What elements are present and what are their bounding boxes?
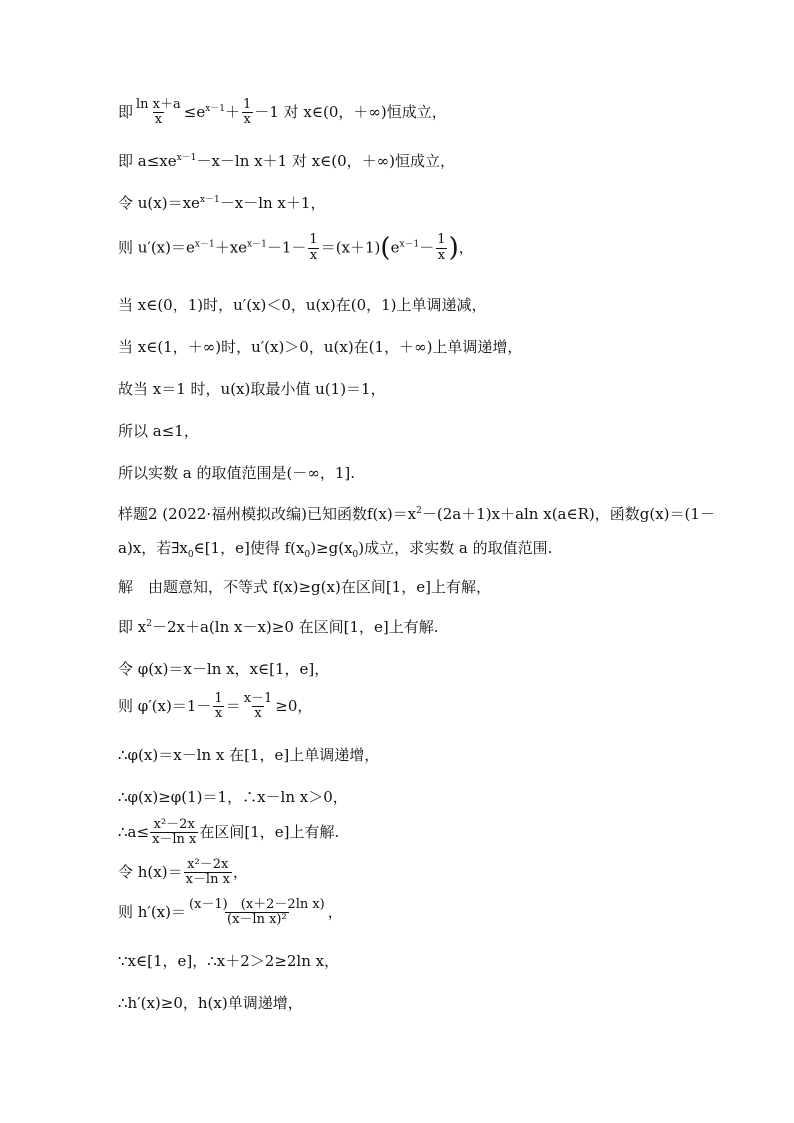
line-15: 则 φ′(x)＝1－ $\frac{1}{x}$ ＝ $\frac{x-1}{x}$ ≥0，	[118, 691, 313, 722]
line-22: ∴h′(x)≥0，h(x)单调递增，	[118, 994, 303, 1012]
fraction: $\frac{x-1}{x}$	[243, 691, 273, 722]
line-9: 所以实数 a 的取值范围是(－∞，1].	[118, 464, 355, 482]
line-10: 样题2 (2022·福州模拟改编)已知函数$f(x)=x^2-(2a+1)x+aln$ x(a∈R)，函数g(x)＝(1－	[118, 505, 715, 523]
line-5: 当 x∈(0，1)时，u′(x)＜0，u(x)在(0，1)上单调递减，	[118, 296, 487, 314]
fraction: $\frac{1}{x}$	[309, 232, 318, 263]
fraction: $\frac{1}{x}$	[214, 691, 223, 722]
line-6: 当 x∈(1，＋∞)时，u′(x)＞0，u(x)在(1，＋∞)上单调递增，	[118, 338, 523, 356]
line-4: 则 $u'(x)=e^{x-1}+xe^{x-1}-1-$ $\frac{1}{x}$ $=(x+1)(e^{x-1}-$ $\frac{1}{x}$ )，	[118, 232, 474, 263]
text: 即	[118, 102, 134, 121]
line-19: 令 h(x)＝ $\frac{\text{x²－2x}}{\text{x－ln x}}$ ，	[118, 857, 248, 888]
fraction: $\frac{\text{x²－2x}}{\text{x－ln x}}$	[185, 857, 230, 888]
line-11: a)x，若$\exists x_0\in[1$，e]使得 $f(x_0)\ge g(x_0)$成立，求实数 a 的取值范围.	[118, 539, 553, 560]
line-14: 令 φ(x)＝x－ln x，x∈[1，e]，	[118, 660, 330, 678]
line-1: 即 $\frac{\text{ln x＋a}}{x}$ $\le e^{x-1}+$ $\frac{1}{x}$ －1 对 x∈(0，＋∞)恒成立，	[118, 97, 447, 128]
fraction: $\frac{1}{x}$	[243, 97, 252, 128]
line-12: 解 由题意知，不等式 f(x)≥g(x)在区间[1，e]上有解，	[118, 578, 491, 596]
line-20: 则 h′(x)＝ $\frac{\text{(x－1) (x＋2－2ln x)}}{\text{(x－ln x)²}}$ ，	[118, 897, 343, 928]
fraction: $\frac{\text{(x－1) (x＋2－2ln x)}}{\text{(x－ln x)²}}$	[189, 897, 325, 928]
line-8: 所以 a≤1，	[118, 422, 199, 440]
fraction: $\frac{\text{ln x＋a}}{x}$	[136, 97, 181, 128]
line-16: ∴φ(x)＝x－ln x 在[1，e]上单调递增，	[118, 746, 380, 764]
fraction: $\frac{1}{x}$	[437, 232, 446, 263]
line-3: 令 $u(x)=xe^{x-1}-x-\ln$ x＋1，	[118, 194, 326, 212]
line-18: ∴a≤ $\frac{\text{x²－2x}}{\text{x－ln x}}$ 在区间[1，e]上有解.	[118, 817, 340, 848]
line-2: 即 $a\le xe^{x-1}-x-\ln$ x＋1 对 x∈(0，＋∞)恒成立，	[118, 152, 455, 170]
line-7: 故当 x＝1 时，u(x)取最小值 u(1)＝1，	[118, 380, 386, 398]
line-17: ∴φ(x)≥φ(1)＝1，∴x－ln x＞0，	[118, 788, 348, 806]
line-13: 即 $x^2-2x+a(\ln$ x－x)≥0 在区间[1，e]上有解.	[118, 618, 439, 636]
line-21: ∵x∈[1，e]，∴x＋2＞2≥2ln x，	[118, 952, 340, 970]
fraction: $\frac{\text{x²－2x}}{\text{x－ln x}}$	[152, 817, 197, 848]
